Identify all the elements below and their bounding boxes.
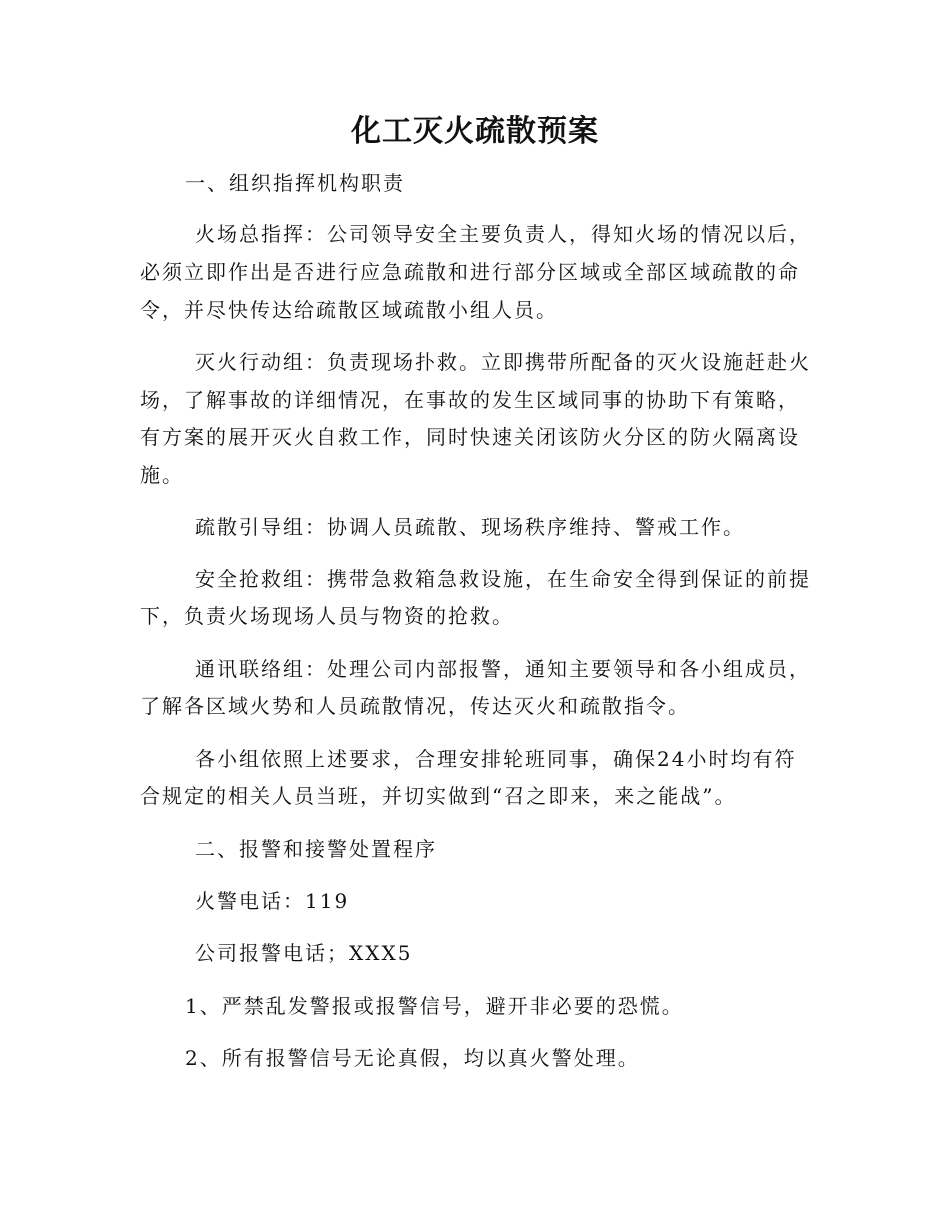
- paragraph-line: 有方案的展开灭火自救工作，同时快速关闭该防火分区的防火隔离设: [140, 425, 800, 449]
- paragraph-line: 令，并尽快传达给疏散区域疏散小组人员。: [140, 298, 558, 322]
- paragraph-line: 了解各区域火势和人员疏散情况，传达灭火和疏散指令。: [140, 694, 690, 718]
- company-phone: 公司报警电话；XXX5: [195, 941, 413, 965]
- paragraph-line: 合规定的相关人员当班，并切实做到“召之即来，来之能战”。: [140, 784, 737, 808]
- paragraph-line: 各小组依照上述要求，合理安排轮班同事，确保24小时均有符: [195, 747, 797, 771]
- section-heading-2: 二、报警和接警处置程序: [195, 837, 437, 861]
- paragraph-line: 下，负责火场现场人员与物资的抢救。: [140, 604, 514, 628]
- paragraph-line: 施。: [140, 463, 184, 487]
- paragraph-line: 场，了解事故的详细情况，在事故的发生区域同事的协助下有策略，: [140, 388, 800, 412]
- list-item: 1、严禁乱发警报或报警信号，避开非必要的恐慌。: [185, 994, 684, 1018]
- paragraph-line: 通讯联络组：处理公司内部报警，通知主要领导和各小组成员，: [195, 657, 811, 681]
- paragraph-line: 必须立即作出是否进行应急疏散和进行部分区域或全部区域疏散的命: [140, 260, 800, 284]
- document-title: 化工灭火疏散预案: [351, 114, 599, 149]
- fire-phone: 火警电话：119: [195, 889, 350, 913]
- paragraph-line: 疏散引导组：协调人员疏散、现场秩序维持、警戒工作。: [195, 515, 745, 539]
- section-heading-1: 一、组织指挥机构职责: [185, 171, 405, 195]
- list-item: 2、所有报警信号无论真假，均以真火警处理。: [185, 1046, 640, 1070]
- paragraph-line: 火场总指挥：公司领导安全主要负责人，得知火场的情况以后，: [195, 222, 811, 246]
- paragraph-line: 灭火行动组：负责现场扑救。立即携带所配备的灭火设施赶赴火: [195, 350, 811, 374]
- paragraph-line: 安全抢救组：携带急救箱急救设施，在生命安全得到保证的前提: [195, 567, 811, 591]
